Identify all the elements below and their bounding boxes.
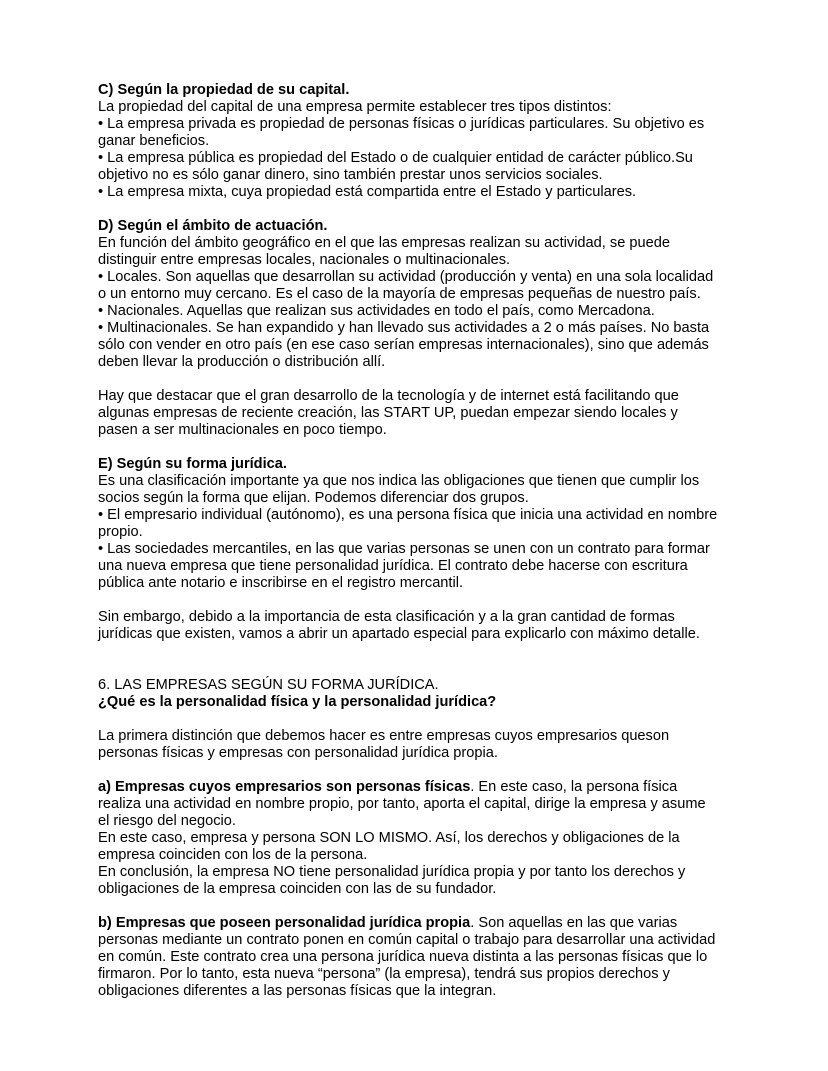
- section-d-line: o un entorno muy cercano. Es el caso de la mayoría de empresas pequeñas de nuestro país.: [98, 286, 701, 302]
- subsection-a-line: realiza una actividad en nombre propio, por tanto, aporta el capital, dirige la empresa y asume: [98, 796, 706, 812]
- subsection-b-line: personas mediante un contrato ponen en común capital o trabajo para desarrollar una actividad: [98, 932, 716, 948]
- section-c-line: La propiedad del capital de una empresa permite establecer tres tipos distintos:: [98, 99, 612, 115]
- section-d-line: deben llevar la producción o distribución allí.: [98, 354, 386, 370]
- section-d-line: sólo con vender en otro país (en ese caso serían empresas internacionales), sino que además: [98, 337, 709, 353]
- subsection-a-line: empresa coinciden con los de la persona.: [98, 847, 368, 863]
- subsection-b-line: firmaron. Por lo tanto, esta nueva “persona” (la empresa), tendrá sus propios derechos y: [98, 966, 670, 982]
- section-6-title: 6. LAS EMPRESAS SEGÚN SU FORMA JURÍDICA.: [98, 677, 439, 693]
- section-c-heading: C) Según la propiedad de su capital.: [98, 82, 350, 98]
- section-d-line: • Multinacionales. Se han expandido y han llevado sus actividades a 2 o más países. No basta: [98, 320, 710, 336]
- section-d-line: • Nacionales. Aquellas que realizan sus actividades en todo el país, como Mercadona.: [98, 303, 655, 319]
- subsection-a-heading: a) Empresas cuyos empresarios son personas físicas: [98, 779, 471, 795]
- section-e-line: propio.: [98, 524, 143, 540]
- section-6-subtitle: ¿Qué es la personalidad física y la personalidad jurídica?: [98, 694, 497, 710]
- subsection-a-line: obligaciones de la empresa coinciden con las de su fundador.: [98, 881, 497, 897]
- subsection-b-heading: b) Empresas que poseen personalidad jurídica propia: [98, 915, 471, 931]
- subsection-b-line: en común. Este contrato crea una persona jurídica nueva distinta a las personas físicas que lo: [98, 949, 708, 965]
- section-e-line: • El empresario individual (autónomo), es una persona física que inicia una actividad en nombre: [98, 507, 718, 523]
- section-d-line: distinguir entre empresas locales, nacionales o multinacionales.: [98, 252, 511, 268]
- subsection-a-first-line: [98, 779, 738, 796]
- section-e-para-line: jurídicas que existen, vamos a abrir un apartado especial para explicarlo con máximo detalle.: [98, 626, 700, 642]
- section-e-line: Es una clasificación importante ya que nos indica las obligaciones que tienen que cumplir los: [98, 473, 700, 489]
- section-e-heading: E) Según su forma jurídica.: [98, 456, 287, 472]
- subsection-a-line: En conclusión, la empresa NO tiene personalidad jurídica propia y por tanto los derechos y: [98, 864, 686, 880]
- subsection-b-first-line: [98, 915, 738, 932]
- section-c-line: ganar beneficios.: [98, 133, 210, 149]
- subsection-b-line: obligaciones diferentes a las personas físicas que la integran.: [98, 983, 497, 999]
- section-c-line: • La empresa pública es propiedad del Estado o de cualquier entidad de carácter público.Su: [98, 150, 693, 166]
- section-d-para-line: algunas empresas de reciente creación, las START UP, puedan empezar siendo locales y: [98, 405, 678, 421]
- section-e-line: pública ante notario e inscribirse en el registro mercantil.: [98, 575, 464, 591]
- section-6-intro-line: personas físicas y empresas con personalidad jurídica propia.: [98, 745, 498, 761]
- section-d-line: En función del ámbito geográfico en el que las empresas realizan su actividad, se puede: [98, 235, 670, 251]
- subsection-a-line: En este caso, empresa y persona SON LO MISMO. Así, los derechos y obligaciones de la: [98, 830, 680, 846]
- section-d-line: • Locales. Son aquellas que desarrollan su actividad (producción y venta) en una sola localidad: [98, 269, 714, 285]
- section-e-line: socios según la forma que elijan. Podemos diferenciar dos grupos.: [98, 490, 529, 506]
- subsection-b-lead: . Son aquellas en las que varias: [470, 915, 678, 931]
- section-e-para-line: Sin embargo, debido a la importancia de esta clasificación y a la gran cantidad de formas: [98, 609, 675, 625]
- section-d-para-line: Hay que destacar que el gran desarrollo de la tecnología y de internet está facilitando que: [98, 388, 679, 404]
- subsection-a-line: el riesgo del negocio.: [98, 813, 236, 829]
- section-c-line: objetivo no es sólo ganar dinero, sino también prestar unos servicios sociales.: [98, 167, 603, 183]
- section-c-line: • La empresa mixta, cuya propiedad está compartida entre el Estado y particulares.: [98, 184, 637, 200]
- section-c-line: • La empresa privada es propiedad de personas físicas o jurídicas particulares. Su objetivo es: [98, 116, 705, 132]
- section-e-line: • Las sociedades mercantiles, en las que varias personas se unen con un contrato para formar: [98, 541, 710, 557]
- subsection-a-lead: . En este caso, la persona física: [470, 779, 678, 795]
- section-d-para-line: pasen a ser multinacionales en poco tiempo.: [98, 422, 387, 438]
- section-6-intro-line: La primera distinción que debemos hacer es entre empresas cuyos empresarios queson: [98, 728, 670, 744]
- section-e-line: una nueva empresa que tiene personalidad jurídica. El contrato debe hacerse con escritura: [98, 558, 688, 574]
- section-d-heading: D) Según el ámbito de actuación.: [98, 218, 328, 234]
